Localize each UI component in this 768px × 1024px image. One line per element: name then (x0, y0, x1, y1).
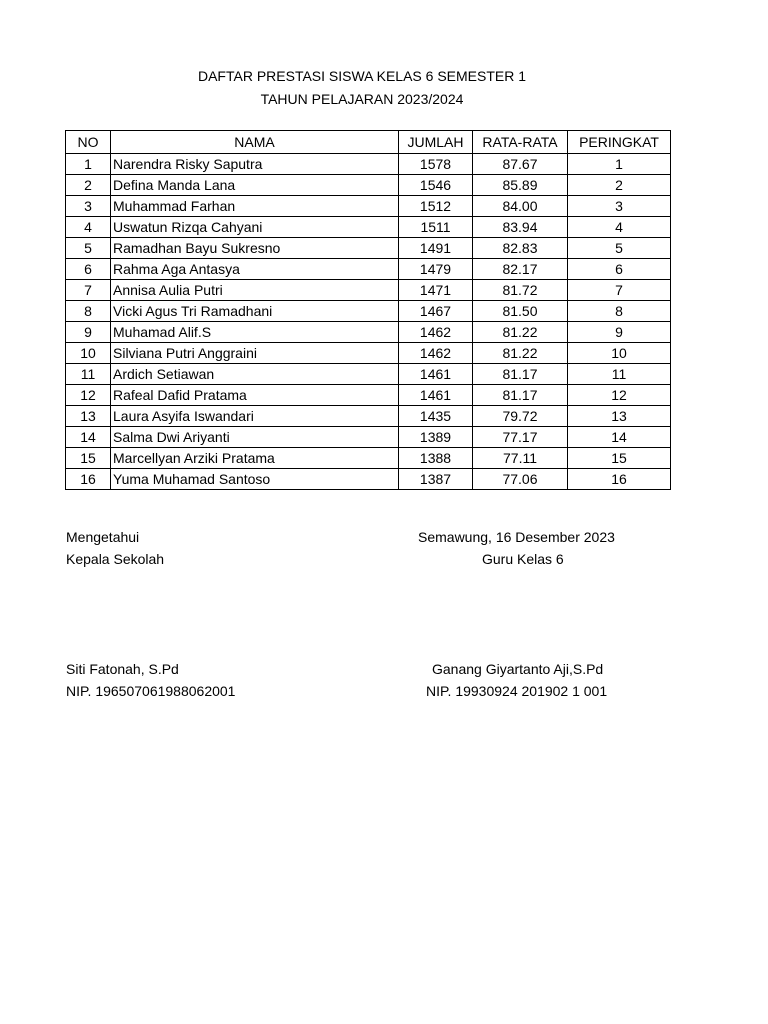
cell-peringkat: 9 (568, 322, 671, 343)
cell-jumlah: 1471 (399, 280, 473, 301)
cell-peringkat: 5 (568, 238, 671, 259)
cell-nama: Rahma Aga Antasya (111, 259, 399, 280)
table-header-row (66, 131, 671, 154)
cell-peringkat: 4 (568, 217, 671, 238)
cell-rata-rata: 82.17 (473, 259, 568, 280)
table-row (66, 406, 671, 427)
table-row (66, 364, 671, 385)
cell-no: 4 (66, 217, 111, 238)
cell-rata-rata: 79.72 (473, 406, 568, 427)
left-sign-line1: Mengetahui (66, 529, 140, 545)
right-sign-nip: NIP. 19930924 201902 1 001 (426, 683, 608, 699)
cell-jumlah: 1511 (399, 217, 473, 238)
cell-no: 1 (66, 154, 111, 175)
cell-rata-rata: 81.22 (473, 343, 568, 364)
cell-jumlah: 1512 (399, 196, 473, 217)
cell-rata-rata: 87.67 (473, 154, 568, 175)
cell-jumlah: 1389 (399, 427, 473, 448)
table-row (66, 322, 671, 343)
cell-no: 15 (66, 448, 111, 469)
cell-nama: Ardich Setiawan (111, 364, 399, 385)
left-sign-name: Siti Fatonah, S.Pd (66, 661, 179, 677)
cell-rata-rata: 85.89 (473, 175, 568, 196)
header-nama: NAMA (111, 131, 399, 154)
cell-nama: Muhammad Farhan (111, 196, 399, 217)
cell-no: 8 (66, 301, 111, 322)
header-peringkat: PERINGKAT (568, 131, 671, 154)
cell-peringkat: 14 (568, 427, 671, 448)
cell-rata-rata: 83.94 (473, 217, 568, 238)
left-sign-role: Kepala Sekolah (66, 551, 165, 567)
table-row (66, 259, 671, 280)
cell-peringkat: 7 (568, 280, 671, 301)
cell-nama: Marcellyan Arziki Pratama (111, 448, 399, 469)
cell-rata-rata: 77.06 (473, 469, 568, 490)
cell-peringkat: 10 (568, 343, 671, 364)
cell-nama: Muhamad Alif.S (111, 322, 399, 343)
table-row (66, 238, 671, 259)
cell-jumlah: 1578 (399, 154, 473, 175)
cell-no: 2 (66, 175, 111, 196)
table-row (66, 448, 671, 469)
cell-peringkat: 15 (568, 448, 671, 469)
cell-jumlah: 1461 (399, 364, 473, 385)
table-body (66, 154, 671, 490)
cell-nama: Ramadhan Bayu Sukresno (111, 238, 399, 259)
cell-no: 12 (66, 385, 111, 406)
document-subtitle: TAHUN PELAJARAN 2023/2024 (260, 91, 464, 107)
cell-jumlah: 1491 (399, 238, 473, 259)
cell-jumlah: 1462 (399, 343, 473, 364)
cell-peringkat: 8 (568, 301, 671, 322)
cell-nama: Uswatun Rizqa Cahyani (111, 217, 399, 238)
cell-jumlah: 1462 (399, 322, 473, 343)
header-no: NO (66, 131, 111, 154)
cell-nama: Laura Asyifa Iswandari (111, 406, 399, 427)
table-row (66, 196, 671, 217)
cell-rata-rata: 81.22 (473, 322, 568, 343)
cell-no: 10 (66, 343, 111, 364)
right-sign-name: Ganang Giyartanto Aji,S.Pd (432, 661, 604, 677)
cell-nama: Defina Manda Lana (111, 175, 399, 196)
cell-peringkat: 16 (568, 469, 671, 490)
table-row (66, 343, 671, 364)
cell-no: 3 (66, 196, 111, 217)
cell-no: 7 (66, 280, 111, 301)
cell-rata-rata: 77.17 (473, 427, 568, 448)
cell-peringkat: 11 (568, 364, 671, 385)
cell-no: 6 (66, 259, 111, 280)
document-title: DAFTAR PRESTASI SISWA KELAS 6 SEMESTER 1 (197, 68, 527, 84)
cell-peringkat: 1 (568, 154, 671, 175)
right-sign-place-date: Semawung, 16 Desember 2023 (418, 529, 615, 545)
cell-nama: Salma Dwi Ariyanti (111, 427, 399, 448)
cell-jumlah: 1388 (399, 448, 473, 469)
cell-no: 9 (66, 322, 111, 343)
cell-rata-rata: 81.17 (473, 385, 568, 406)
cell-rata-rata: 81.72 (473, 280, 568, 301)
cell-jumlah: 1479 (399, 259, 473, 280)
cell-peringkat: 2 (568, 175, 671, 196)
cell-rata-rata: 77.11 (473, 448, 568, 469)
left-sign-nip: NIP. 196507061988062001 (66, 683, 236, 699)
cell-jumlah: 1435 (399, 406, 473, 427)
table-row (66, 301, 671, 322)
cell-peringkat: 13 (568, 406, 671, 427)
cell-no: 13 (66, 406, 111, 427)
cell-peringkat: 12 (568, 385, 671, 406)
cell-no: 16 (66, 469, 111, 490)
table-row (66, 280, 671, 301)
cell-peringkat: 6 (568, 259, 671, 280)
cell-jumlah: 1546 (399, 175, 473, 196)
cell-nama: Vicki Agus Tri Ramadhani (111, 301, 399, 322)
cell-rata-rata: 81.17 (473, 364, 568, 385)
cell-peringkat: 3 (568, 196, 671, 217)
table-row (66, 154, 671, 175)
cell-rata-rata: 81.50 (473, 301, 568, 322)
right-sign-role: Guru Kelas 6 (482, 551, 564, 567)
cell-nama: Rafeal Dafid Pratama (111, 385, 399, 406)
cell-no: 5 (66, 238, 111, 259)
cell-rata-rata: 84.00 (473, 196, 568, 217)
cell-nama: Yuma Muhamad Santoso (111, 469, 399, 490)
table-row (66, 385, 671, 406)
cell-jumlah: 1387 (399, 469, 473, 490)
cell-jumlah: 1467 (399, 301, 473, 322)
cell-nama: Silviana Putri Anggraini (111, 343, 399, 364)
cell-nama: Annisa Aulia Putri (111, 280, 399, 301)
ranking-table (65, 130, 671, 490)
cell-rata-rata: 82.83 (473, 238, 568, 259)
cell-jumlah: 1461 (399, 385, 473, 406)
header-jumlah: JUMLAH (399, 131, 473, 154)
cell-no: 11 (66, 364, 111, 385)
cell-nama: Narendra Risky Saputra (111, 154, 399, 175)
table-row (66, 175, 671, 196)
header-rata-rata: RATA-RATA (473, 131, 568, 154)
table-row (66, 469, 671, 490)
table-row (66, 217, 671, 238)
table-row (66, 427, 671, 448)
cell-no: 14 (66, 427, 111, 448)
